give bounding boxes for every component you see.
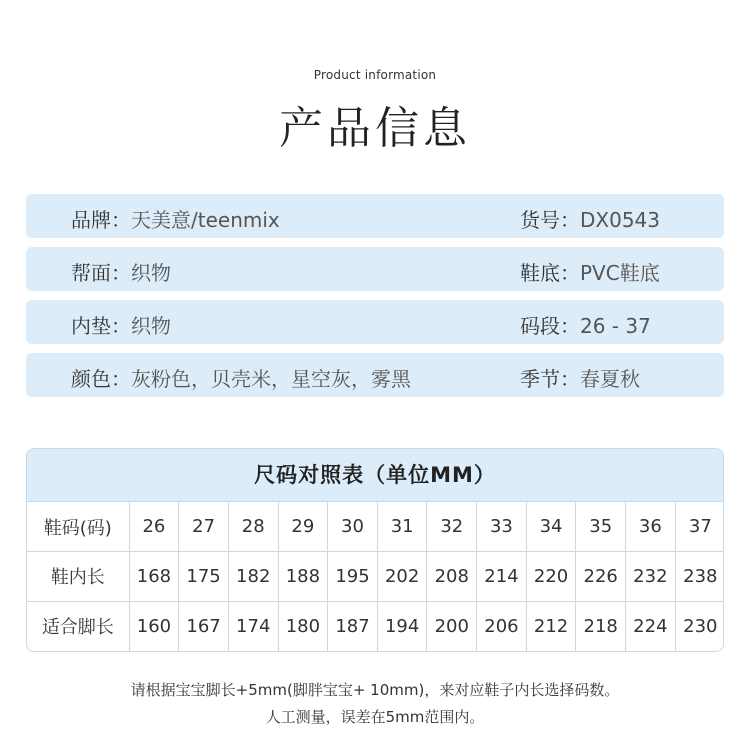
table-cell: 238 [675, 552, 724, 602]
table-cell: 232 [626, 552, 676, 602]
table-cell: 206 [477, 601, 527, 651]
product-info-list [26, 194, 724, 406]
info-label: 码段： [520, 314, 580, 338]
table-cell: 188 [278, 552, 328, 602]
table-cell: 27 [179, 502, 229, 552]
table-cell: 174 [228, 601, 278, 651]
table-row [27, 552, 724, 602]
info-left [71, 257, 171, 286]
table-cell: 168 [129, 552, 179, 602]
info-value: 天美意/teenmix [131, 208, 280, 232]
info-right [520, 204, 660, 233]
size-chart [26, 448, 724, 652]
info-row-color [26, 353, 724, 397]
size-chart-table [27, 502, 724, 651]
info-label: 鞋底： [520, 261, 580, 285]
table-cell: 194 [377, 601, 427, 651]
info-label: 品牌： [71, 208, 131, 232]
table-cell: 230 [683, 615, 718, 637]
info-row-brand [26, 194, 724, 238]
page-title: 产品信息 [279, 103, 471, 154]
table-cell: 34 [526, 502, 576, 552]
table-cell: 180 [278, 601, 328, 651]
row-header: 鞋内长 [27, 552, 129, 602]
table-cell: 35 [576, 502, 626, 552]
info-label: 内垫： [71, 314, 131, 338]
table-cell: 226 [576, 552, 626, 602]
table-cell: 30 [328, 502, 378, 552]
table-cell: 182 [228, 552, 278, 602]
page-subtitle: Product information [313, 68, 437, 82]
table-cell: 220 [526, 552, 576, 602]
table-cell: 200 [427, 601, 477, 651]
info-label: 颜色： [71, 367, 131, 391]
table-cell: 208 [427, 552, 477, 602]
table-cell: 28 [228, 502, 278, 552]
info-label: 帮面： [71, 261, 131, 285]
info-value: 春夏秋 [580, 367, 640, 391]
table-cell: 37 [675, 502, 724, 552]
table-cell: 36 [626, 502, 676, 552]
info-value: 织物 [131, 261, 171, 285]
table-row [27, 502, 724, 552]
row-header: 适合脚长 [27, 601, 129, 651]
table-cell: 212 [526, 601, 576, 651]
info-row-insole [26, 300, 724, 344]
info-value: PVC鞋底 [580, 261, 660, 285]
info-value: DX0543 [580, 208, 660, 232]
table-cell: 167 [179, 601, 229, 651]
info-left [71, 204, 280, 233]
table-cell: 218 [576, 601, 626, 651]
table-row [27, 601, 724, 651]
table-cell: 195 [328, 552, 378, 602]
table-cell: 224 [626, 601, 676, 651]
info-label: 货号： [520, 208, 580, 232]
info-right [520, 310, 651, 339]
info-row-upper [26, 247, 724, 291]
info-right [520, 363, 640, 392]
size-chart-title: 尺码对照表（单位MM） [27, 449, 723, 502]
info-label: 季节： [520, 367, 580, 391]
table-cell: 187 [328, 601, 378, 651]
info-value: 织物 [131, 314, 171, 338]
table-cell: 214 [477, 552, 527, 602]
measurement-note: 人工测量，误差在5mm范围内。 [265, 708, 485, 726]
table-cell: 33 [477, 502, 527, 552]
size-note: 请根据宝宝脚长+5mm(脚胖宝宝+ 10mm)，来对应鞋子内长选择码数。 [130, 681, 620, 699]
info-right [520, 257, 660, 286]
table-cell: 29 [278, 502, 328, 552]
table-cell: 31 [377, 502, 427, 552]
table-cell: 26 [129, 502, 179, 552]
table-cell: 175 [179, 552, 229, 602]
info-left [71, 363, 411, 392]
table-cell: 32 [427, 502, 477, 552]
info-value: 26 - 37 [580, 314, 651, 338]
table-cell: 160 [129, 601, 179, 651]
info-left [71, 310, 171, 339]
table-cell: 202 [377, 552, 427, 602]
info-value: 灰粉色，贝壳米，星空灰，雾黑 [131, 367, 411, 391]
row-header: 鞋码(码) [27, 502, 129, 552]
